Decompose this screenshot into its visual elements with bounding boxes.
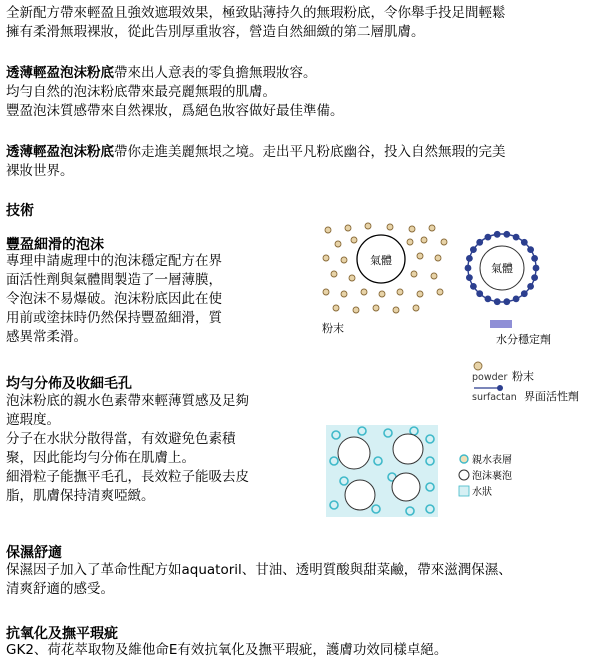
surfactant-head [465, 265, 472, 272]
legend-surfactant-zh: 界面活性劑 [524, 390, 579, 402]
foam-powder-diagram [318, 222, 460, 340]
surfactant-head [521, 290, 528, 297]
para2-line-3: 豐盈泡沫質感帶來自然裸妝，爲絕色妝容做好最佳準備。 [6, 103, 344, 119]
legend-foam-swatch [459, 470, 469, 480]
surfactant-head [531, 274, 538, 281]
surfactant-head [470, 246, 477, 253]
surfactant-head [527, 283, 534, 290]
surfactant-head [494, 298, 501, 305]
legend-powder-swatch [474, 362, 482, 370]
pores-line: 脂，肌膚保持清爽啞緻。 [6, 488, 155, 504]
pores-line: 聚，因此能均勻分佈在肌膚上。 [6, 450, 195, 466]
surfactant-head [494, 231, 501, 238]
para2-line-2: 均勻自然的泡沫粉底帶來最亮麗無瑕的肌膚。 [6, 84, 276, 100]
foam-title: 豐盈細滑的泡沫 [6, 237, 104, 253]
para3-line-1-text: 帶你走進美麗無垠之境。走出平凡粉底幽谷，投入自然無瑕的完美 [114, 144, 506, 160]
legend-powder-zh: 粉末 [512, 370, 534, 383]
dispersion-diagram [326, 425, 602, 519]
surfactant-head [521, 239, 528, 246]
pores-line: 泡沫粉底的親水色素帶來輕薄質感及足夠 [6, 393, 249, 409]
moist-line: 保濕因子加入了革命性配方如aquatoril、甘油、透明質酸與甜菜鹼，帶來滋潤保濕、 [6, 562, 512, 578]
gas-label: 氣體 [491, 262, 513, 275]
surfactant-head [466, 274, 473, 281]
surfactant-head [485, 296, 492, 303]
surfactant-head [476, 290, 483, 297]
para3-line-1 [6, 143, 506, 162]
stabilizer-block [490, 320, 512, 328]
moist-text [6, 561, 606, 599]
antiox-text [6, 641, 606, 660]
surfactant-head [503, 231, 510, 238]
legend-surfactant-en: surfactan [472, 392, 517, 402]
pores-line: 遮瑕度。 [6, 412, 60, 428]
foam-text [6, 252, 314, 347]
antiox-title: 抗氧化及撫平瑕疵 [6, 626, 118, 642]
foam-surfactant-diagram [464, 226, 604, 346]
powder-label: 粉末 [322, 322, 344, 335]
product-name: 透薄輕盈泡沫粉底 [6, 65, 114, 81]
surfactant-head [470, 283, 477, 290]
gas-label: 氣體 [370, 254, 392, 267]
surfactant-head [513, 234, 520, 241]
foam-line: 令泡沫不易爆破。泡沫粉底因此在使 [6, 291, 222, 307]
foam-legend [470, 358, 600, 402]
pores-line: 分子在水狀分散得當，有效避免色素積 [6, 431, 236, 447]
pores-line: 細滑粒子能撫平毛孔，長效粒子能吸去皮 [6, 469, 249, 485]
foam-line: 專理申請處理中的泡沫穩定配方在界 [6, 253, 222, 269]
intro-line-2: 擁有柔滑無瑕裸妝，從此告別厚重妝容，營造自然細緻的第二層肌膚。 [6, 24, 425, 40]
intro-line-1: 全新配方帶來輕盈且強效遮瑕效果，極致貼薄持久的無瑕粉底，令你舉手投足間輕鬆 [6, 5, 506, 21]
antiox-line: GK2、荷花萃取物及維他命E有效抗氧化及撫平瑕疵，護膚功效同樣卓絕。 [6, 642, 448, 658]
legend-powder-en: powder [472, 372, 508, 383]
surfactant-head [531, 255, 538, 262]
pores-text [6, 392, 314, 506]
foam-line: 用前或塗抹時仍然保持豐盈細滑，質 [6, 310, 222, 326]
surfactant-head [485, 234, 492, 241]
foam-line: 面活性劑與氣體間製造了一層薄膜， [6, 272, 222, 288]
pores-title: 均勻分佈及收細毛孔 [6, 376, 132, 392]
moist-title: 保濕舒適 [6, 545, 62, 561]
surfactant-head [533, 265, 540, 272]
para2-line-1-text: 帶來出人意表的零負擔無瑕妝容。 [114, 65, 317, 81]
legend-foam: 泡沫裹泡 [472, 471, 512, 482]
legend-water: 水狀 [472, 487, 492, 498]
water-area [326, 425, 438, 517]
para3-line-2: 裸妝世界。 [6, 163, 74, 179]
stabilizer-label: 水分穩定劑 [496, 333, 551, 346]
moist-line: 清爽舒適的感受。 [6, 581, 114, 597]
surfactant-head [513, 296, 520, 303]
legend-water-swatch [459, 486, 469, 496]
legend-hydrophilic: 親水表層 [472, 455, 512, 466]
legend-hydrophilic-swatch [460, 455, 468, 463]
foam-line: 感異常柔滑。 [6, 329, 87, 345]
para2-line-1 [6, 64, 317, 83]
surfactant-head [527, 246, 534, 253]
surfactant-head [503, 298, 510, 305]
tech-heading: 技術 [6, 203, 34, 219]
product-name: 透薄輕盈泡沫粉底 [6, 144, 114, 160]
surfactant-head [466, 255, 473, 262]
surfactant-head [476, 239, 483, 246]
